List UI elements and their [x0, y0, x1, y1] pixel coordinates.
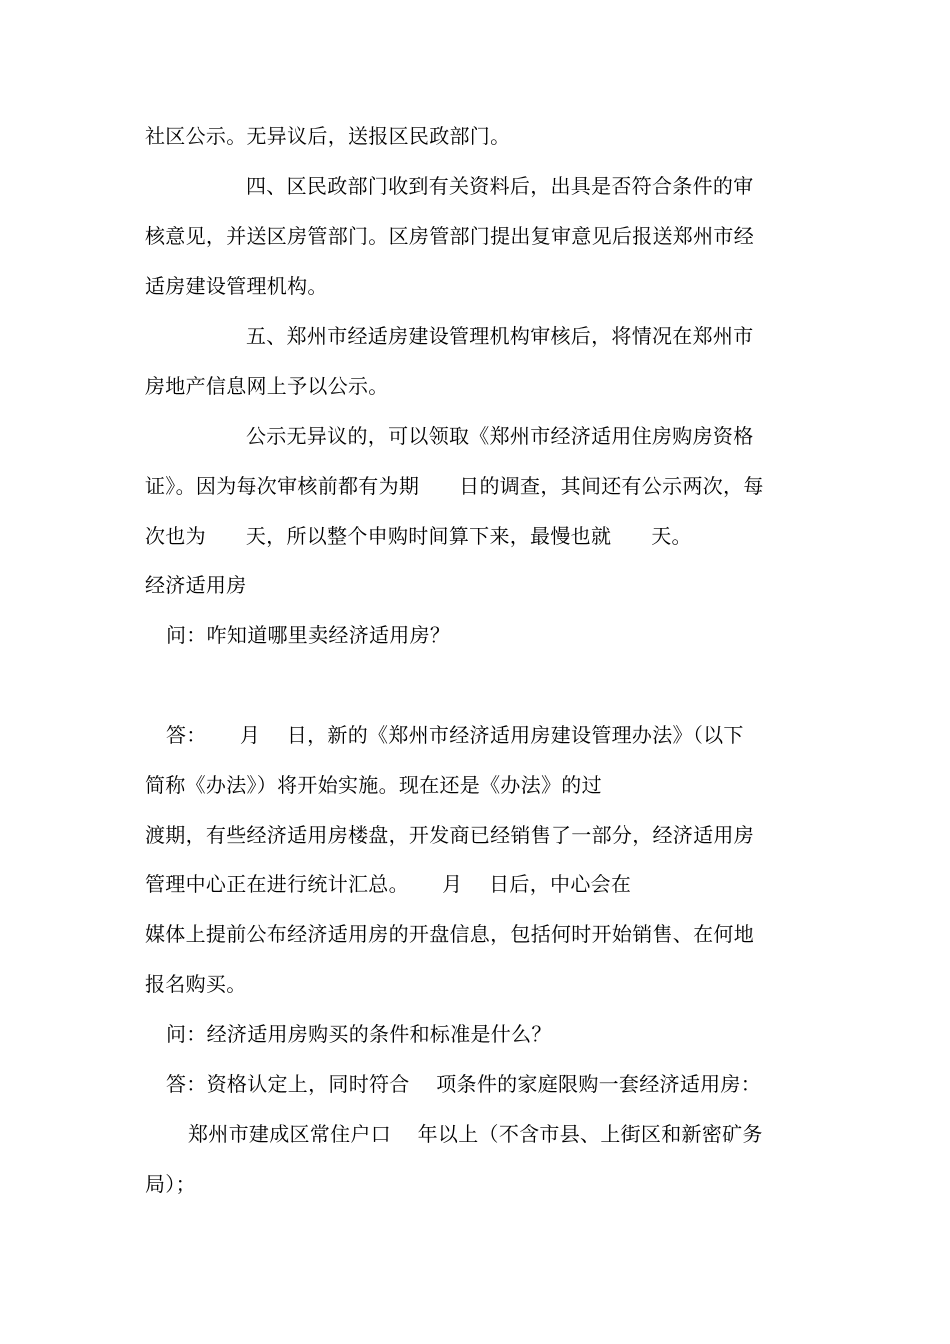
paragraph-line: 媒体上提前公布经济适用房的开盘信息，包括何时开始销售、在何地 [145, 922, 754, 946]
paragraph-line: 渡期，有些经济适用房楼盘，开发商已经销售了一部分，经济适用房 [145, 823, 754, 847]
paragraph-line: 社区公示。无异议后，送报区民政部门。 [145, 124, 511, 148]
paragraph-line: 管理中心正在进行统计汇总。 月 日后，中心会在 [145, 872, 632, 896]
paragraph-line: 公示无异议的，可以领取《郑州市经济适用住房购房资格 [246, 424, 754, 448]
question-line: 问：经济适用房购买的条件和标准是什么？ [166, 1022, 552, 1046]
paragraph-line: 证》。因为每次审核前都有为期 日的调查，其间还有公示两次，每 [145, 474, 764, 498]
paragraph-line: 郑州市建成区常住户口 年以上（不含市县、上街区和新密矿务 [188, 1122, 763, 1146]
paragraph-line: 次也为 天，所以整个申购时间算下来，最慢也就 天。 [145, 524, 692, 548]
paragraph-line: 报名购买。 [145, 972, 247, 996]
answer-line: 答： 月 日，新的《郑州市经济适用房建设管理办法》（以下 [166, 723, 744, 747]
paragraph-line: 房地产信息网上予以公示。 [145, 374, 389, 398]
question-line: 问：咋知道哪里卖经济适用房？ [166, 623, 451, 647]
answer-line: 答：资格认定上，同时符合 项条件的家庭限购一套经济适用房： [166, 1072, 762, 1096]
paragraph-line: 局）； [145, 1172, 196, 1196]
paragraph-line: 四、区民政部门收到有关资料后，出具是否符合条件的审 [246, 174, 754, 198]
paragraph-line: 简称《办法》）将开始实施。现在还是《办法》的过 [145, 773, 602, 797]
paragraph-line: 适房建设管理机构。 [145, 274, 328, 298]
paragraph-line: 核意见，并送区房管部门。区房管部门提出复审意见后报送郑州市经 [145, 224, 754, 248]
paragraph-line: 五、郑州市经适房建设管理机构审核后，将情况在郑州市 [246, 324, 754, 348]
section-heading: 经济适用房 [145, 573, 247, 597]
